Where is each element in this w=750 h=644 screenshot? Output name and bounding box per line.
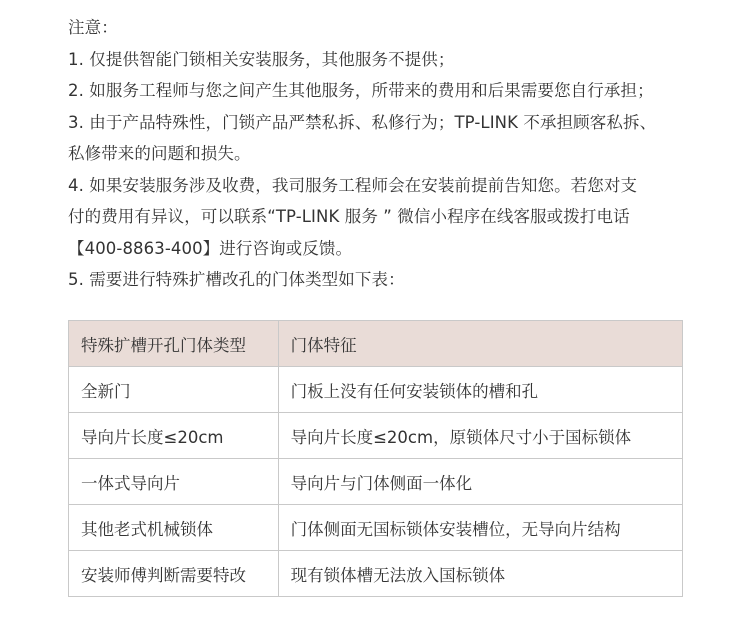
note-line: 2. 如服务工程师与您之间产生其他服务，所带来的费用和后果需要您自行承担；: [68, 81, 654, 100]
note-line: 付的费用有异议，可以联系“TP-LINK 服务 ” 微信小程序在线客服或拨打电话: [68, 207, 630, 226]
note-line: 【400-8863-400】进行咨询或反馈。: [68, 238, 353, 258]
header-door-feature: 门体特征: [278, 321, 682, 367]
table-header-row: [69, 321, 683, 367]
note-line: 3. 由于产品特殊性，门锁产品严禁私拆、私修行为；TP-LINK 不承担顾客私拆、: [68, 112, 657, 132]
door-type-cell: 导向片长度≤20cm: [69, 413, 279, 459]
note-line: 1. 仅提供智能门锁相关安装服务，其他服务不提供；: [68, 49, 455, 69]
table-row: [69, 367, 683, 413]
table-row: [69, 413, 683, 459]
door-feature-cell: 导向片与门体侧面一体化: [278, 459, 682, 505]
door-feature-cell: 门体侧面无国标锁体安装槽位，无导向片结构: [278, 505, 682, 551]
table-row: [69, 551, 683, 597]
door-type-cell: 一体式导向片: [69, 459, 279, 505]
door-type-cell: 其他老式机械锁体: [69, 505, 279, 551]
notes-section: [68, 12, 748, 296]
note-line: 5. 需要进行特殊扩槽改孔的门体类型如下表：: [68, 270, 405, 289]
table-row: [69, 505, 683, 551]
note-line: 私修带来的问题和损失。: [68, 144, 251, 163]
table-row: [69, 459, 683, 505]
note-line: 4. 如果安装服务涉及收费，我司服务工程师会在安装前提前告知您。若您对支: [68, 175, 638, 195]
header-door-type: 特殊扩槽开孔门体类型: [69, 321, 279, 367]
table-body: [69, 367, 683, 597]
table-header: [69, 321, 683, 367]
door-feature-cell: 导向片长度≤20cm，原锁体尺寸小于国标锁体: [278, 413, 682, 459]
notes-title: 注意：: [68, 18, 118, 37]
door-feature-cell: 现有锁体槽无法放入国标锁体: [278, 551, 682, 597]
door-type-cell: 全新门: [69, 367, 279, 413]
door-feature-cell: 门板上没有任何安装锁体的槽和孔: [278, 367, 682, 413]
door-type-table: [68, 320, 683, 597]
door-type-cell: 安装师傅判断需要特改: [69, 551, 279, 597]
